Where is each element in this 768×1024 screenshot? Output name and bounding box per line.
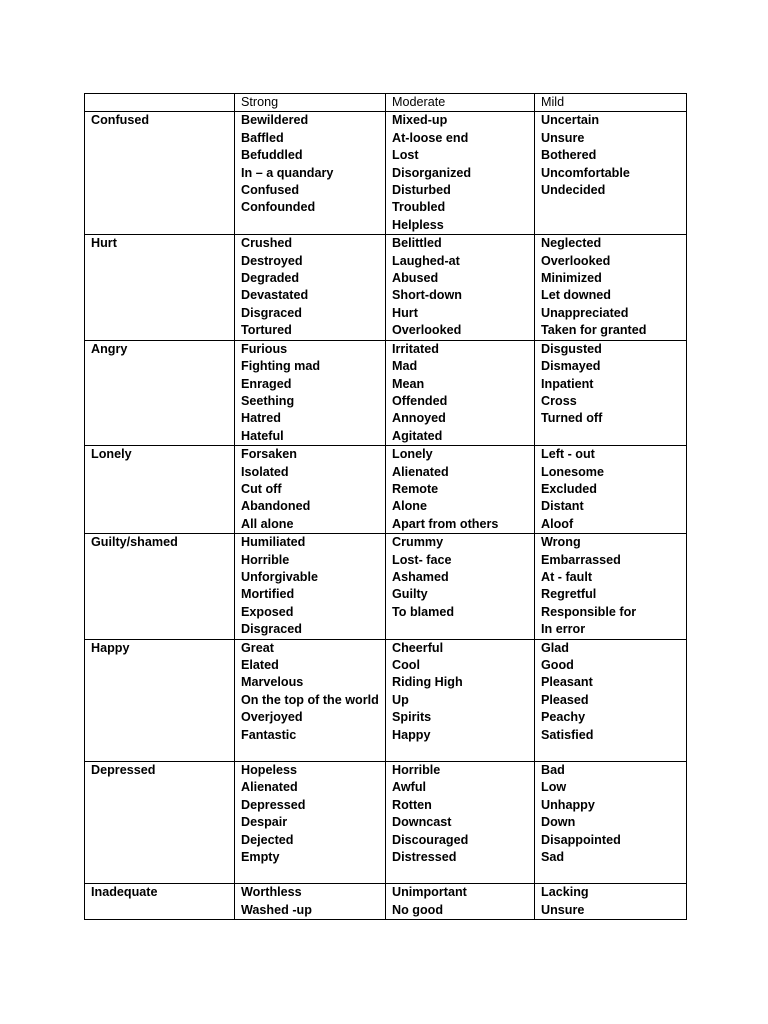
- moderate-word: Spirits: [392, 710, 432, 725]
- moderate-word: Abused: [392, 271, 439, 286]
- mild-word: Good: [541, 658, 574, 672]
- strong-word: Hatred: [241, 411, 281, 426]
- mild-word: Uncomfortable: [541, 165, 630, 180]
- strong-word: Fantastic: [241, 727, 297, 742]
- mild-word: Cross: [541, 393, 577, 408]
- strong-word: Marvelous: [241, 675, 304, 690]
- strong-word: Washed -up: [241, 902, 312, 917]
- strong-word: Depressed: [241, 797, 306, 812]
- strong-word: Fighting mad: [241, 359, 321, 374]
- moderate-word: Ashamed: [392, 569, 449, 584]
- moderate-word: Mad: [392, 359, 418, 374]
- mild-word: Wrong: [541, 535, 581, 550]
- moderate-word: At-loose end: [392, 130, 469, 145]
- strong-word: Hateful: [241, 428, 284, 443]
- moderate-word: Alienated: [392, 464, 449, 479]
- moderate-word: Discouraged: [392, 832, 469, 847]
- table-row: [85, 762, 687, 884]
- mild-cell: [535, 534, 687, 639]
- moderate-word: Short-down: [392, 288, 462, 303]
- mild-cell: [535, 762, 687, 884]
- moderate-word: Riding High: [392, 675, 463, 690]
- mild-word: Lonesome: [541, 464, 604, 479]
- strong-word: Great: [241, 640, 274, 655]
- moderate-word: Lost- face: [392, 552, 452, 567]
- moderate-word: Lonely: [392, 447, 433, 462]
- mild-word: Embarrassed: [541, 552, 621, 567]
- strong-word: Befuddled: [241, 148, 303, 163]
- mild-word: Unhappy: [541, 797, 595, 812]
- moderate-word: To blamed: [392, 604, 455, 619]
- moderate-word: No good: [392, 902, 444, 917]
- moderate-word: Alone: [392, 499, 427, 514]
- mild-word: Taken for granted: [541, 323, 647, 338]
- strong-word: Confounded: [241, 200, 316, 215]
- strong-word: Alienated: [241, 780, 298, 795]
- mild-word: Bad: [541, 763, 565, 778]
- moderate-word: Troubled: [392, 200, 446, 215]
- mild-word: Pleasant: [541, 675, 593, 690]
- moderate-word: Happy: [392, 727, 431, 742]
- table-row: [85, 235, 687, 340]
- strong-word: Bewildered: [241, 113, 309, 128]
- header-cell-mild: Mild: [535, 94, 687, 112]
- strong-word: Enraged: [241, 376, 292, 391]
- header-row: [85, 94, 687, 112]
- strong-word: Isolated: [241, 464, 289, 479]
- header-cell-moderate: Moderate: [386, 94, 535, 112]
- moderate-word: Unimportant: [392, 885, 467, 900]
- mild-word: At - fault: [541, 569, 593, 584]
- moderate-word: Guilty: [392, 587, 428, 602]
- mild-word: Peachy: [541, 710, 586, 725]
- feeling-name-cell: Hurt: [85, 235, 235, 340]
- mild-word: Disappointed: [541, 832, 621, 847]
- table-body: [85, 94, 687, 920]
- moderate-cell: [386, 534, 535, 639]
- moderate-cell: [386, 446, 535, 534]
- mild-word: Low: [541, 780, 567, 795]
- strong-word: Elated: [241, 658, 279, 672]
- mild-word: Overlooked: [541, 253, 611, 268]
- strong-word: Cut off: [241, 481, 282, 496]
- strong-cell: [235, 534, 386, 639]
- moderate-word: Laughed-at: [392, 253, 460, 268]
- mild-word: Responsible for: [541, 604, 637, 619]
- moderate-word: Annoyed: [392, 411, 446, 426]
- moderate-word: Lost: [392, 148, 419, 163]
- moderate-word: Remote: [392, 481, 439, 496]
- mild-word: Unappreciated: [541, 305, 629, 320]
- moderate-word: Mixed-up: [392, 113, 448, 128]
- moderate-word: Irritated: [392, 341, 439, 356]
- strong-word: Hopeless: [241, 763, 297, 778]
- table-row: [85, 446, 687, 534]
- strong-word: Horrible: [241, 552, 290, 567]
- mild-word: Sad: [541, 850, 565, 865]
- feeling-name-cell: Lonely: [85, 446, 235, 534]
- strong-cell: [235, 884, 386, 920]
- mild-word: Disgusted: [541, 341, 602, 356]
- mild-cell: [535, 884, 687, 920]
- strong-word: Despair: [241, 815, 288, 830]
- strong-word: Overjoyed: [241, 710, 303, 725]
- strong-word: Disgraced: [241, 305, 302, 320]
- strong-word: Humiliated: [241, 535, 306, 550]
- strong-cell: [235, 762, 386, 884]
- moderate-word: Mean: [392, 376, 425, 391]
- table-row: [85, 112, 687, 235]
- feelings-table: [84, 93, 687, 920]
- strong-word: All alone: [241, 516, 294, 531]
- moderate-word: Distressed: [392, 850, 457, 865]
- feeling-name-cell: Happy: [85, 639, 235, 761]
- strong-word: On the top of the world: [241, 692, 379, 707]
- mild-word: Minimized: [541, 271, 602, 286]
- moderate-word: Disorganized: [392, 165, 472, 180]
- moderate-word: Cheerful: [392, 640, 444, 655]
- strong-word: Disgraced: [241, 622, 302, 637]
- mild-word: Glad: [541, 640, 569, 655]
- strong-word: Exposed: [241, 604, 294, 619]
- mild-word: Uncertain: [541, 113, 600, 128]
- moderate-cell: [386, 884, 535, 920]
- moderate-word: Disturbed: [392, 183, 451, 198]
- strong-cell: [235, 112, 386, 235]
- strong-word: Devastated: [241, 288, 309, 303]
- moderate-word: Crummy: [392, 535, 444, 550]
- strong-word: Seething: [241, 393, 295, 408]
- mild-cell: [535, 446, 687, 534]
- strong-word: Tortured: [241, 323, 292, 338]
- strong-word: Worthless: [241, 885, 302, 900]
- mild-word: Regretful: [541, 587, 597, 602]
- mild-cell: [535, 235, 687, 340]
- header-cell-strong: Strong: [235, 94, 386, 112]
- table-row: [85, 534, 687, 639]
- mild-word: Neglected: [541, 236, 602, 251]
- mild-word: Pleased: [541, 692, 589, 707]
- strong-word: Abandoned: [241, 499, 311, 514]
- mild-word: Unsure: [541, 902, 585, 917]
- moderate-word: Overlooked: [392, 323, 462, 338]
- moderate-cell: [386, 762, 535, 884]
- mild-word: Unsure: [541, 130, 585, 145]
- mild-word: Distant: [541, 499, 584, 514]
- moderate-word: Cool: [392, 658, 420, 672]
- mild-word: Left - out: [541, 447, 595, 462]
- strong-cell: [235, 446, 386, 534]
- moderate-word: Offended: [392, 393, 448, 408]
- moderate-word: Hurt: [392, 305, 418, 320]
- feeling-name-cell: Confused: [85, 112, 235, 235]
- strong-word: Furious: [241, 341, 288, 356]
- strong-word: Destroyed: [241, 253, 303, 268]
- strong-word: Unforgivable: [241, 569, 318, 584]
- mild-word: In error: [541, 622, 586, 637]
- feeling-name-cell: Angry: [85, 340, 235, 445]
- strong-word: Forsaken: [241, 447, 297, 462]
- moderate-cell: [386, 340, 535, 445]
- moderate-cell: [386, 235, 535, 340]
- feeling-name-cell: Inadequate: [85, 884, 235, 920]
- table-row: [85, 884, 687, 920]
- mild-word: Dismayed: [541, 359, 601, 374]
- moderate-word: Up: [392, 692, 409, 707]
- moderate-word: Rotten: [392, 797, 432, 812]
- mild-cell: [535, 340, 687, 445]
- table-row: [85, 340, 687, 445]
- moderate-word: Horrible: [392, 763, 441, 778]
- mild-word: Inpatient: [541, 376, 594, 391]
- mild-cell: [535, 639, 687, 761]
- mild-word: Down: [541, 815, 576, 830]
- strong-word: Confused: [241, 183, 300, 198]
- moderate-word: Belittled: [392, 236, 442, 251]
- strong-cell: [235, 235, 386, 340]
- strong-cell: [235, 340, 386, 445]
- mild-word: Let downed: [541, 288, 611, 303]
- mild-cell: [535, 112, 687, 235]
- mild-word: Excluded: [541, 481, 597, 496]
- strong-word: Empty: [241, 850, 280, 865]
- mild-word: Bothered: [541, 148, 597, 163]
- moderate-word: Apart from others: [392, 516, 499, 531]
- table-row: [85, 639, 687, 761]
- strong-word: Baffled: [241, 130, 284, 145]
- mild-word: Aloof: [541, 516, 574, 531]
- strong-word: Degraded: [241, 271, 300, 286]
- header-cell-feeling: [85, 94, 235, 112]
- mild-word: Undecided: [541, 183, 606, 198]
- strong-word: Mortified: [241, 587, 295, 602]
- moderate-word: Agitated: [392, 428, 443, 443]
- feeling-name-cell: Guilty/shamed: [85, 534, 235, 639]
- mild-word: Turned off: [541, 411, 603, 426]
- feeling-name-cell: Depressed: [85, 762, 235, 884]
- mild-word: Satisfied: [541, 727, 594, 742]
- strong-word: Crushed: [241, 236, 293, 251]
- moderate-word: Awful: [392, 780, 427, 795]
- strong-cell: [235, 639, 386, 761]
- moderate-word: Downcast: [392, 815, 452, 830]
- moderate-cell: [386, 639, 535, 761]
- moderate-word: Helpless: [392, 217, 444, 232]
- strong-word: In – a quandary: [241, 165, 334, 180]
- moderate-cell: [386, 112, 535, 235]
- mild-word: Lacking: [541, 885, 589, 900]
- strong-word: Dejected: [241, 832, 294, 847]
